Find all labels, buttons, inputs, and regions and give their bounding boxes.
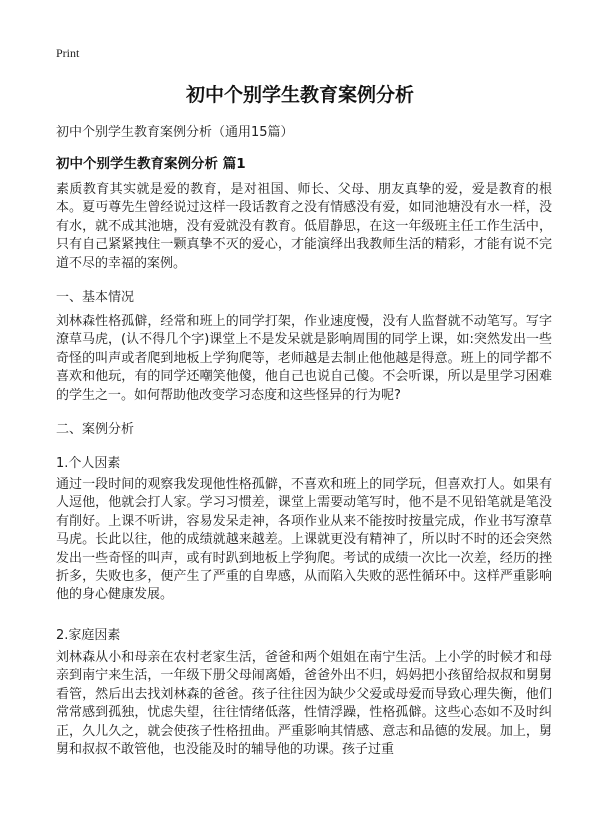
intro-paragraph: 素质教育其实就是爱的教育，是对祖国、师长、父母、朋友真挚的爱，爱是教育的根本。夏丏尊先生曾经说过这样一段话教育之没有情感没有爱，如同池塘没有水一样，没有水，就不成其池塘，没有爱就没有教育。低眉静思，在这一年级班主任工作生活中，只有自己紧紧拽住一颗真挚不灭的爱心，才能演绎出我教师生活的精彩，才能有说不完道不尽的幸福的案例。 (56, 182, 552, 271)
subsection-heading-family: 2.家庭因素 (56, 628, 121, 643)
basic-info-paragraph: 刘林森性格孤僻，经常和班上的同学打架，作业速度慢，没有人监督就不动笔写。写字潦草马虎，(认不得几个字)课堂上不是发呆就是影响周围的同学上课，如:突然发出一些奇怪的叫声或者爬到地板上学狗爬等，老师越是去制止他他越是得意。班上的同学都不喜欢和他玩，有的同学还嘲笑他傻，他自己也说自己傻。不会听课，所以是里学习困难的学生之一。如何帮助他改变学习态度和这些怪异的行为呢? (56, 314, 552, 403)
section-heading-case-analysis: 二、案例分析 (56, 422, 135, 437)
subsection-heading-personal: 1.个人因素 (56, 456, 121, 471)
print-link[interactable]: Print (56, 46, 80, 60)
page-title: 初中个别学生教育案例分析 (185, 84, 414, 106)
personal-factors-paragraph: 通过一段时间的观察我发现他性格孤僻，不喜欢和班上的同学玩，但喜欢打人。如果有人逗他，他就会打人家。学习习惯差，课堂上需要动笔写时，他不是不见铅笔就是笔没有削好。上课不听讲，容易发呆走神，各项作业从来不能按时按量完成，作业书写潦草马虎。长此以往，他的成绩就越来越差。上课就更没有精神了，所以时不时的还会突然发出一些奇怪的叫声，或有时趴到地板上学狗爬。考试的成绩一次比一次差，经历的挫折多，失败也多，便产生了严重的自卑感，从而陷入失败的恶性循环中。这样严重影响他的身心健康发展。 (56, 477, 552, 603)
document-subtitle: 初中个别学生教育案例分析（通用15篇） (56, 125, 294, 140)
article-heading: 初中个别学生教育案例分析 篇1 (56, 156, 246, 172)
family-factors-paragraph: 刘林森从小和母亲在农村老家生活，爸爸和两个姐姐在南宁生活。上小学的时候才和母亲到南宁来生活，一年级下册父母闹离婚，爸爸外出不归，妈妈把小孩留给叔叔和舅舅看管，然后出去找刘林森的爸爸。孩子往往因为缺少父爱或母爱而导致心理失衡，他们常常感到孤独，忧虑失望，往往情绪低落，性情浮躁，性格孤僻。这些心态如不及时纠正，久儿久之，就会使孩子性格扭曲。严重影响其情感、意志和品德的发展。加上，舅舅和叔叔不敢管他，也没能及时的辅导他的功课。孩子过重 (56, 650, 552, 758)
section-heading-basic-info: 一、基本情况 (56, 290, 135, 305)
